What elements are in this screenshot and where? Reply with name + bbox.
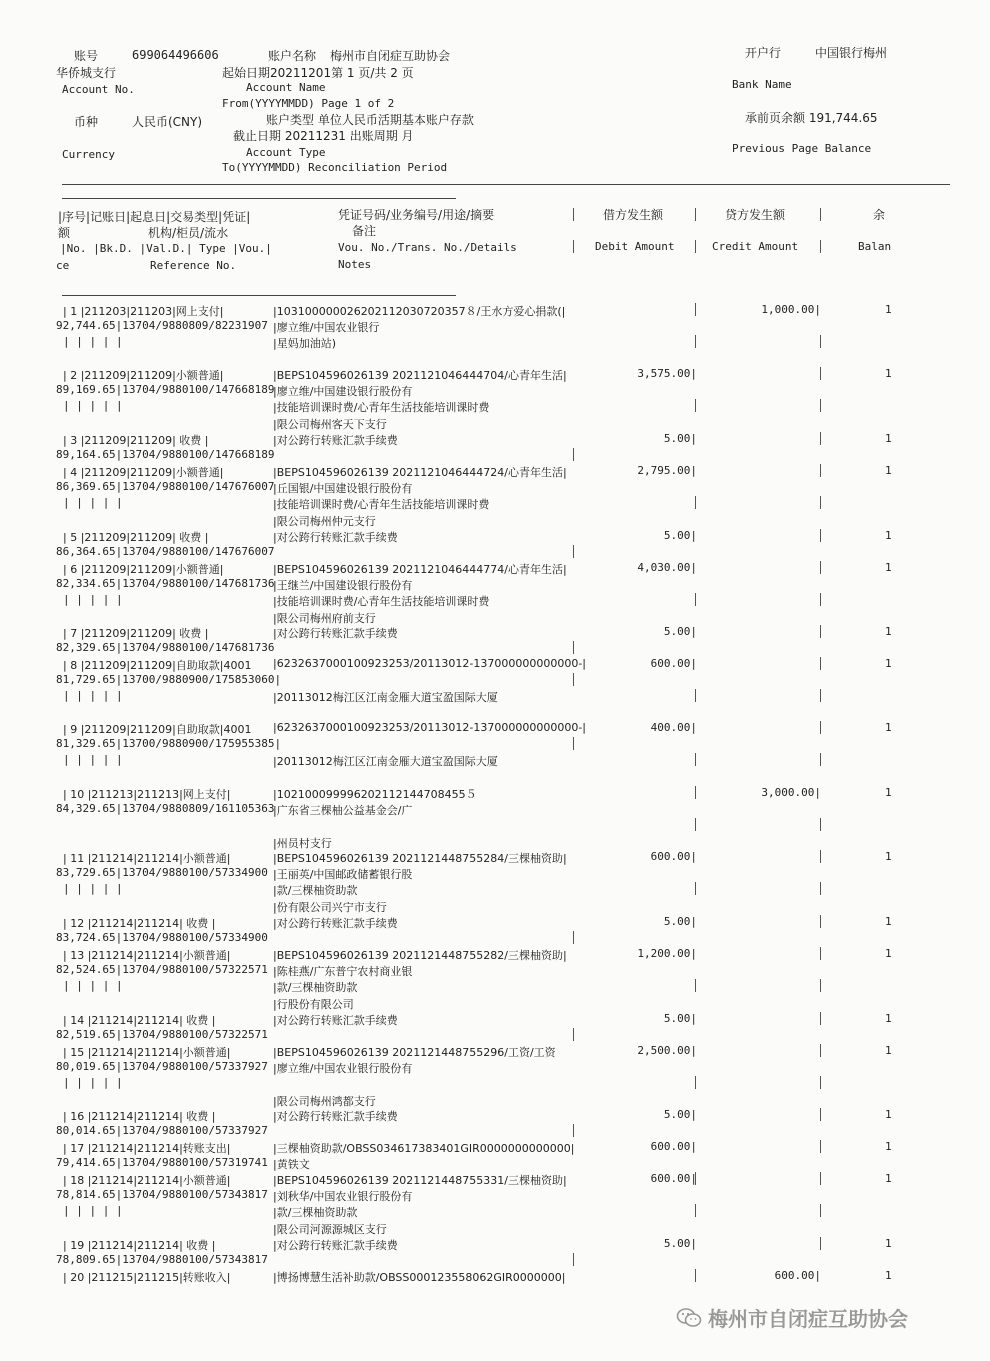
row-detail1: |对公跨行转账汇款手续费 xyxy=(273,627,398,640)
balance-cell: 1 xyxy=(885,367,892,380)
row-detail1: |三棵柚资助款/OBSS034617383401GIR0000000000000| xyxy=(273,1142,575,1155)
col-sep xyxy=(820,915,821,928)
row-detail2: |广东省三棵柚公益基金会/广 xyxy=(273,804,413,818)
account-no: 699064496606 xyxy=(132,48,219,62)
account-name-en: Account Name xyxy=(246,81,326,94)
balance-cell: 1 xyxy=(885,915,892,928)
row-line2: 82,519.65|13704/9880100/57322571 xyxy=(56,1028,268,1042)
debit-amount: 3,575.00| xyxy=(637,367,697,380)
row-line2: 80,014.65|13704/9880100/57337927 xyxy=(56,1124,268,1138)
balance-cell: 1 xyxy=(885,625,892,638)
row-detail1: |6232637000100923253/20113012-137000000000000-| xyxy=(273,721,586,734)
row-detail3: |星妈加油站) xyxy=(273,337,336,351)
row-line1: | 13 |211214|211214|小额普通| xyxy=(63,949,231,962)
end-date: 截止日期 20211231 出账周期 月 xyxy=(233,129,414,143)
col-sep xyxy=(820,1204,821,1217)
col-header-line2a: 额 xyxy=(58,226,71,240)
row-detail1: |103100000026202112030720357８/王水方爱心捐款(| xyxy=(273,305,566,318)
col-sep xyxy=(820,1108,821,1121)
row-detail1: |对公跨行转账汇款手续费 xyxy=(273,1014,398,1027)
from-en: From(YYYYMMDD) Page 1 of 2 xyxy=(222,97,395,110)
row-line3: | | | | | xyxy=(63,979,123,993)
row-detail4: |限公司梅州仲元支行 xyxy=(273,514,376,528)
col-sep xyxy=(820,818,821,831)
row-line2: 82,329.65|13704/9880100/147681736 xyxy=(56,641,275,655)
row-line3: | | | | | xyxy=(63,689,123,703)
col-sep xyxy=(820,689,821,702)
row-detail4: |行股份有限公司 xyxy=(273,997,354,1011)
row-line1: | 3 |211209|211209| 收费 | xyxy=(63,434,209,447)
col-sep xyxy=(820,1012,821,1025)
col-header-line3: |No. |Bk.D. |Val.D.| Type |Vou.| xyxy=(60,242,272,255)
col-sep xyxy=(573,1124,574,1137)
balance-cell: 1 xyxy=(885,432,892,445)
col-sep xyxy=(820,496,821,509)
col-sep xyxy=(820,947,821,960)
row-detail1: |BEPS104596026139 2021121448755296/工资/工资 xyxy=(273,1046,556,1059)
col-sep xyxy=(820,464,821,477)
balance-cell: 1 xyxy=(885,1108,892,1121)
col-sep xyxy=(573,208,574,221)
col-sep xyxy=(820,625,821,638)
row-detail3: |款/三棵柚资助款 xyxy=(273,981,358,995)
row-line1: | 9 |211209|211209|自助取款|4001 xyxy=(63,723,252,736)
balance-cell: 1 xyxy=(885,657,892,670)
row-line1: | 7 |211209|211209| 收费 | xyxy=(63,627,209,640)
balance-cell: 1 xyxy=(885,850,892,863)
row-line2: 82,334.65|13704/9880100/147681736 xyxy=(56,577,275,591)
row-line1: | 19 |211214|211214| 收费 | xyxy=(63,1239,216,1252)
col-sep xyxy=(573,1253,574,1266)
row-line2: 81,729.65|13700/9880900/175853060| xyxy=(56,673,282,687)
row-detail2: |王继兰/中国建设银行股份有 xyxy=(273,579,413,593)
debit-amount: 600.00| xyxy=(650,657,697,670)
row-detail4: |限公司梅州府前支行 xyxy=(273,611,376,625)
row-line1: | 14 |211214|211214| 收费 | xyxy=(63,1014,216,1027)
account-no-label: 账号 xyxy=(74,49,99,63)
debit-amount: 5.00| xyxy=(663,529,697,542)
row-detail1: |6232637000100923253/20113012-137000000000000-| xyxy=(273,657,586,670)
header-divider-2 xyxy=(62,198,456,199)
account-no-en: Account No. xyxy=(62,83,135,96)
row-line3: | | | | | xyxy=(63,335,123,349)
balance-cell: 1 xyxy=(885,786,892,799)
debit-amount: 400.00| xyxy=(650,721,697,734)
row-line1: | 16 |211214|211214| 收费 | xyxy=(63,1110,216,1123)
col-header-line2b: 备注 xyxy=(352,224,377,238)
row-line1: | 5 |211209|211209| 收费 | xyxy=(63,531,209,544)
row-line2: 82,524.65|13704/9880100/57322571 xyxy=(56,963,268,977)
account-type-en: Account Type xyxy=(246,146,326,159)
col-sep xyxy=(820,367,821,380)
col-sep xyxy=(820,529,821,542)
header-divider xyxy=(62,184,950,185)
balance-cell: 1 xyxy=(885,529,892,542)
row-detail4: |限公司梅州客天下支行 xyxy=(273,417,387,431)
currency-en: Currency xyxy=(62,148,115,161)
row-line3: | | | | | xyxy=(63,1204,123,1218)
col-header-balance-en: Balan xyxy=(858,240,892,253)
row-line1: | 6 |211209|211209|小额普通| xyxy=(63,563,224,576)
debit-amount: 5.00| xyxy=(663,1108,697,1121)
row-line1: | 15 |211214|211214|小额普通| xyxy=(63,1046,231,1059)
watermark xyxy=(676,1303,908,1332)
debit-amount: 600.00| xyxy=(650,1172,697,1185)
col-header-line3b: Vou. No./Trans. No./Details xyxy=(338,241,517,254)
row-detail3: |款/三棵柚资助款 xyxy=(273,884,358,898)
prev-balance: 承前页余额 191,744.65 xyxy=(745,111,878,125)
row-line3: | | | | | xyxy=(63,593,123,607)
row-detail2: |刘秋华/中国农业银行股份有 xyxy=(273,1190,413,1204)
row-line2: 89,169.65|13704/9880100/147668189 xyxy=(56,383,275,397)
debit-amount: 5.00| xyxy=(663,1237,697,1250)
row-detail1: |对公跨行转账汇款手续费 xyxy=(273,531,398,544)
row-detail1: |BEPS104596026139 2021121046444724/心青年生活| xyxy=(273,466,567,479)
row-detail3: |技能培训课时费/心青年生活技能培训课时费 xyxy=(273,401,490,415)
debit-amount: 5.00| xyxy=(663,915,697,928)
row-line2: 92,744.65|13704/9880809/82231907 xyxy=(56,319,268,333)
col-sep xyxy=(695,979,696,992)
debit-amount: 4,030.00| xyxy=(637,561,697,574)
col-sep xyxy=(695,335,696,348)
col-sep xyxy=(573,931,574,944)
row-line1: | 20 |211215|211215|转账收入| xyxy=(63,1271,231,1284)
credit-amount: 1,000.00| xyxy=(761,303,821,316)
col-sep xyxy=(695,399,696,412)
row-line1: | 4 |211209|211209|小额普通| xyxy=(63,466,224,479)
balance-cell: 1 xyxy=(885,1172,892,1185)
col-header-line1: |序号|记账日|起息日|交易类型|凭证| xyxy=(58,210,251,224)
col-header-credit: 贷方发生额 xyxy=(725,208,786,222)
col-sep xyxy=(695,1076,696,1089)
col-sep xyxy=(820,432,821,445)
col-sep xyxy=(820,561,821,574)
col-sep xyxy=(695,240,696,253)
open-bank-label: 开户行 xyxy=(745,46,782,60)
row-detail1: |BEPS104596026139 2021121448755331/三棵柚资助| xyxy=(273,1174,567,1187)
col-sep xyxy=(820,657,821,670)
col-sep xyxy=(573,1028,574,1041)
balance-cell: 1 xyxy=(885,561,892,574)
row-detail1: |BEPS104596026139 2021121046444774/心青年生活| xyxy=(273,563,567,576)
col-sep xyxy=(695,753,696,766)
open-bank-cont: 华侨城支行 xyxy=(56,66,117,80)
row-line2: 86,364.65|13704/9880100/147676007 xyxy=(56,545,275,559)
row-detail3: |20113012梅江区江南金雁大道宝盈国际大厦 xyxy=(273,691,498,705)
col-header-balance: 余 xyxy=(873,208,886,222)
row-detail2: |丘国银/中国建设银行股份有 xyxy=(273,482,413,496)
col-sep xyxy=(573,641,574,654)
row-detail2: |陈桂燕/广东普宁农村商业银 xyxy=(273,965,413,979)
col-sep xyxy=(573,240,574,253)
row-line3: | | | | | xyxy=(63,399,123,413)
col-sep xyxy=(695,303,696,316)
col-sep xyxy=(695,593,696,606)
row-line1: | 2 |211209|211209|小额普通| xyxy=(63,369,224,382)
open-bank: 中国银行梅州 xyxy=(815,46,888,60)
row-detail1: |BEPS104596026139 2021121448755284/三棵柚资助| xyxy=(273,852,567,865)
credit-amount: 600.00| xyxy=(774,1269,821,1282)
account-name: 梅州市自闭症互助协会 xyxy=(330,49,451,63)
balance-cell: 1 xyxy=(885,1012,892,1025)
row-line2: 83,724.65|13704/9880100/57334900 xyxy=(56,931,268,945)
row-detail2: |王丽英/中国邮政储蓄银行股 xyxy=(273,868,413,882)
debit-amount: 5.00| xyxy=(663,1012,697,1025)
row-detail1: |102100099996202112144708455５ xyxy=(273,788,477,801)
col-sep xyxy=(820,399,821,412)
col-sep xyxy=(695,496,696,509)
col-sep xyxy=(820,979,821,992)
row-detail4: |限公司梅州鸿都支行 xyxy=(273,1094,376,1108)
row-detail1: |对公跨行转账汇款手续费 xyxy=(273,917,398,930)
currency: 人民币(CNY) xyxy=(132,115,203,129)
row-line2: 79,414.65|13704/9880100/57319741 xyxy=(56,1156,268,1170)
row-detail3: |款/三棵柚资助款 xyxy=(273,1206,358,1220)
debit-amount: 1,200.00| xyxy=(637,947,697,960)
row-line2: 89,164.65|13704/9880100/147668189 xyxy=(56,448,275,462)
row-line3: | | | | | xyxy=(63,753,123,767)
row-detail1: |BEPS104596026139 2021121448755282/三棵柚资助| xyxy=(273,949,567,962)
debit-amount: 5.00| xyxy=(663,625,697,638)
row-detail2: |黄铁文 xyxy=(273,1158,310,1172)
col-sep xyxy=(820,1172,821,1185)
col-sep xyxy=(820,1140,821,1153)
debit-amount: 2,500.00| xyxy=(637,1044,697,1057)
col-header-debit: 借方发生额 xyxy=(603,208,664,222)
col-sep xyxy=(573,673,574,686)
balance-cell: 1 xyxy=(885,721,892,734)
row-detail1: |博扬博慧生活补助款/OBSS000123558062GIR0000000| xyxy=(273,1271,566,1284)
debit-amount: 2,795.00| xyxy=(637,464,697,477)
col-header-line4a: ce xyxy=(56,259,70,272)
row-line2: 83,729.65|13704/9880100/57334900 xyxy=(56,866,268,880)
debit-amount: 600.00| xyxy=(650,1140,697,1153)
row-detail4: |份有限公司兴宁市支行 xyxy=(273,900,387,914)
row-line1: | 12 |211214|211214| 收费 | xyxy=(63,917,216,930)
col-sep xyxy=(695,786,696,799)
currency-label: 币种 xyxy=(74,115,99,129)
debit-amount: 5.00| xyxy=(663,432,697,445)
prev-balance-en: Previous Page Balance xyxy=(732,142,872,155)
col-header-line1b: 凭证号码/业务编号/用途/摘要 xyxy=(338,208,495,222)
row-line2: 86,369.65|13704/9880100/147676007 xyxy=(56,480,275,494)
balance-cell: 1 xyxy=(885,1044,892,1057)
start-date: 起始日期20211201第 1 页/共 2 页 xyxy=(222,66,414,80)
watermark-text: 梅州市自闭症互助协会 xyxy=(708,1307,908,1331)
col-header-line2: 机构/柜员/流水 xyxy=(148,226,229,240)
col-sep xyxy=(820,882,821,895)
balance-cell: 1 xyxy=(885,1140,892,1153)
bank-name-en: Bank Name xyxy=(732,78,792,91)
row-detail1: |BEPS104596026139 2021121046444704/心青年生活| xyxy=(273,369,567,382)
col-sep xyxy=(820,593,821,606)
row-detail3: |20113012梅江区江南金雁大道宝盈国际大厦 xyxy=(273,755,498,769)
account-type: 账户类型 单位人民币活期基本账户存款 xyxy=(266,113,474,127)
row-detail2: |廖立维/中国农业银行 xyxy=(273,321,380,335)
balance-cell: 1 xyxy=(885,303,892,316)
to-en: To(YYYYMMDD) Reconciliation Period xyxy=(222,161,448,174)
col-sep xyxy=(573,737,574,750)
wechat-icon xyxy=(676,1307,702,1329)
account-name-label: 账户名称 xyxy=(268,49,317,63)
row-line2: 80,019.65|13704/9880100/57337927 xyxy=(56,1060,268,1074)
col-sep xyxy=(695,882,696,895)
col-sep xyxy=(695,689,696,702)
row-line1: | 18 |211214|211214|小额普通| xyxy=(63,1174,231,1187)
row-detail3: |技能培训课时费/心青年生活技能培训课时费 xyxy=(273,595,490,609)
col-sep xyxy=(820,335,821,348)
credit-amount: 3,000.00| xyxy=(761,786,821,799)
balance-cell: 1 xyxy=(885,947,892,960)
row-line2: 81,329.65|13700/9880900/175955385| xyxy=(56,737,282,751)
col-sep xyxy=(695,208,696,221)
row-line1: | 17 |211214|211214|转账支出| xyxy=(63,1142,231,1155)
row-detail4: |限公司河源源城区支行 xyxy=(273,1222,387,1236)
col-sep xyxy=(695,1204,696,1217)
balance-cell: 1 xyxy=(885,1269,892,1282)
row-detail1: |对公跨行转账汇款手续费 xyxy=(273,1110,398,1123)
col-sep xyxy=(820,208,821,221)
col-sep xyxy=(573,545,574,558)
table-header-divider xyxy=(62,295,456,296)
balance-cell: 1 xyxy=(885,464,892,477)
col-header-line4b: Notes xyxy=(338,258,372,271)
col-sep xyxy=(695,818,696,831)
col-sep xyxy=(820,721,821,734)
col-header-credit-en: Credit Amount xyxy=(712,240,799,253)
row-line3: | | | | | xyxy=(63,882,123,896)
row-line2: 78,814.65|13704/9880100/57343817 xyxy=(56,1188,268,1202)
row-line3: | | | | | xyxy=(63,496,123,510)
col-sep xyxy=(820,850,821,863)
row-line1: | 8 |211209|211209|自助取款|4001 xyxy=(63,659,252,672)
col-sep xyxy=(695,1269,696,1282)
col-sep xyxy=(820,1076,821,1089)
row-detail4: |州员村支行 xyxy=(273,836,332,850)
row-line1: | 1 |211203|211203|网上支付| xyxy=(63,305,224,318)
row-line2: 78,809.65|13704/9880100/57343817 xyxy=(56,1253,268,1267)
debit-amount: 600.00| xyxy=(650,850,697,863)
row-line1: | 11 |211214|211214|小额普通| xyxy=(63,852,231,865)
row-detail1: |对公跨行转账汇款手续费 xyxy=(273,434,398,447)
row-detail2: |廖立维/中国建设银行股份有 xyxy=(273,385,413,399)
col-header-debit-en: Debit Amount xyxy=(595,240,675,253)
col-sep xyxy=(820,1237,821,1250)
row-line3: | | | | | xyxy=(63,1076,123,1090)
col-header-line4: Reference No. xyxy=(150,259,237,272)
row-detail2: |廖立维/中国农业银行股份有 xyxy=(273,1062,413,1076)
col-sep xyxy=(820,753,821,766)
col-sep xyxy=(820,1044,821,1057)
row-detail3: |技能培训课时费/心青年生活技能培训课时费 xyxy=(273,498,490,512)
col-sep xyxy=(573,448,574,461)
balance-cell: 1 xyxy=(885,1237,892,1250)
col-sep xyxy=(820,240,821,253)
row-line1: | 10 |211213|211213|网上支付| xyxy=(63,788,231,801)
row-detail1: |对公跨行转账汇款手续费 xyxy=(273,1239,398,1252)
row-line2: 84,329.65|13704/9880809/161105363 xyxy=(56,802,275,816)
